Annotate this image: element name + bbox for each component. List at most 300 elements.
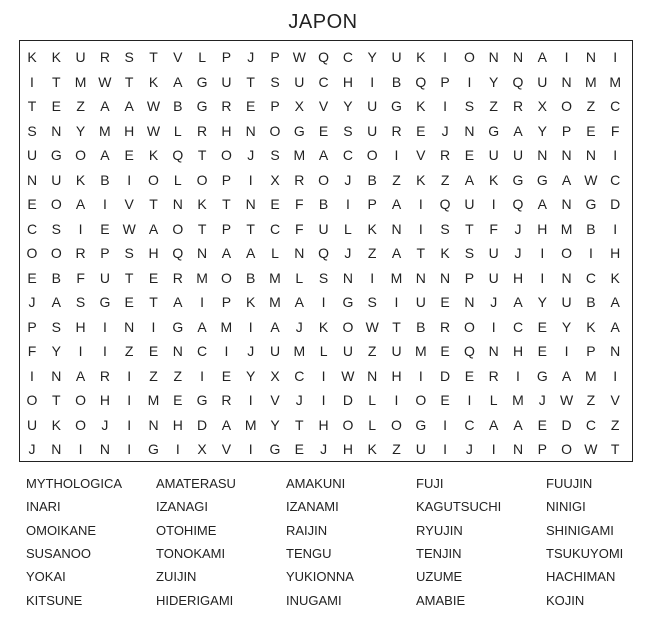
grid-letter[interactable]: J (295, 318, 303, 335)
grid-letter[interactable]: J (465, 441, 473, 457)
grid-letter[interactable]: V (173, 49, 183, 65)
grid-letter[interactable]: T (222, 196, 231, 212)
grid-letter[interactable]: U (488, 147, 499, 163)
grid-letter[interactable]: P (100, 245, 110, 261)
grid-letter[interactable]: I (516, 367, 520, 384)
grid-letter[interactable]: P (27, 318, 37, 335)
grid-letter[interactable]: A (75, 196, 86, 212)
grid-letter[interactable]: P (221, 294, 232, 310)
grid-letter[interactable]: J (247, 147, 255, 163)
grid-letter[interactable]: L (295, 269, 304, 286)
grid-letter[interactable]: A (124, 98, 134, 114)
grid-letter[interactable]: R (197, 122, 208, 139)
grid-letter[interactable]: E (537, 318, 547, 335)
grid-letter[interactable]: E (294, 441, 304, 457)
grid-letter[interactable]: R (488, 367, 499, 384)
grid-letter[interactable]: E (246, 98, 256, 114)
grid-letter[interactable]: T (52, 392, 61, 408)
grid-letter[interactable]: I (248, 318, 253, 335)
grid-letter[interactable]: I (370, 269, 375, 286)
grid-letter[interactable]: J (344, 171, 352, 188)
grid-letter[interactable]: K (489, 171, 499, 188)
grid-letter[interactable]: I (418, 196, 423, 212)
grid-letter[interactable]: J (538, 392, 546, 408)
grid-letter[interactable]: S (27, 122, 37, 139)
grid-letter[interactable]: G (415, 416, 427, 433)
grid-letter[interactable]: I (491, 318, 496, 335)
grid-letter[interactable]: I (200, 294, 205, 310)
grid-letter[interactable]: I (394, 147, 399, 163)
grid-letter[interactable]: H (124, 122, 135, 139)
grid-letter[interactable]: B (416, 318, 426, 335)
grid-letter[interactable]: M (220, 318, 233, 335)
grid-letter[interactable]: A (197, 318, 207, 335)
grid-letter[interactable]: I (370, 73, 375, 90)
grid-letter[interactable]: M (269, 294, 281, 310)
grid-letter[interactable]: A (246, 245, 256, 261)
grid-letter[interactable]: T (149, 196, 158, 212)
grid-letter[interactable]: F (76, 269, 85, 286)
grid-letter[interactable]: K (148, 147, 159, 163)
grid-letter[interactable]: A (391, 196, 402, 212)
grid-letter[interactable]: S (270, 73, 280, 90)
grid-letter[interactable]: M (585, 73, 597, 90)
grid-letter[interactable]: E (416, 122, 426, 139)
grid-letter[interactable]: J (320, 441, 328, 457)
grid-letter[interactable]: Q (172, 245, 184, 261)
grid-letter[interactable]: A (391, 245, 402, 261)
grid-letter[interactable]: O (391, 416, 402, 433)
grid-letter[interactable]: F (295, 196, 304, 212)
grid-letter[interactable]: L (173, 122, 182, 139)
grid-letter[interactable]: E (51, 98, 61, 114)
grid-letter[interactable]: H (75, 318, 86, 335)
grid-letter[interactable]: U (488, 269, 499, 286)
grid-letter[interactable]: I (540, 269, 545, 286)
grid-letter[interactable]: B (173, 98, 183, 114)
grid-letter[interactable]: B (246, 269, 256, 286)
grid-letter[interactable]: A (513, 294, 523, 310)
grid-letter[interactable]: Z (489, 98, 498, 114)
grid-letter[interactable]: N (464, 294, 475, 310)
grid-letter[interactable]: A (513, 416, 523, 433)
grid-letter[interactable]: N (415, 269, 426, 286)
grid-letter[interactable]: B (391, 73, 402, 90)
grid-letter[interactable]: O (561, 98, 573, 114)
grid-letter[interactable]: A (221, 245, 232, 261)
grid-letter[interactable]: E (124, 294, 134, 310)
grid-letter[interactable]: O (342, 318, 354, 335)
grid-letter[interactable]: A (270, 318, 280, 335)
grid-letter[interactable]: G (342, 294, 354, 310)
grid-letter[interactable]: A (173, 294, 183, 310)
grid-letter[interactable]: A (561, 367, 572, 384)
grid-letter[interactable]: T (52, 73, 61, 90)
grid-letter[interactable]: P (221, 220, 232, 237)
grid-letter[interactable]: M (560, 220, 573, 237)
grid-letter[interactable]: O (463, 49, 475, 65)
grid-letter[interactable]: N (512, 49, 524, 65)
grid-letter[interactable]: I (78, 441, 83, 457)
grid-letter[interactable]: C (197, 343, 208, 359)
grid-letter[interactable]: N (440, 269, 451, 286)
grid-letter[interactable]: F (610, 122, 620, 139)
grid-letter[interactable]: O (148, 171, 159, 188)
grid-letter[interactable]: S (124, 49, 134, 65)
grid-letter[interactable]: C (585, 269, 596, 286)
grid-letter[interactable]: Z (392, 441, 401, 457)
grid-letter[interactable]: P (221, 49, 232, 65)
grid-letter[interactable]: A (294, 294, 304, 310)
grid-letter[interactable]: O (50, 196, 62, 212)
grid-letter[interactable]: H (172, 416, 183, 433)
grid-letter[interactable]: O (342, 416, 354, 433)
grid-letter[interactable]: G (512, 171, 524, 188)
grid-letter[interactable]: T (124, 269, 134, 286)
grid-letter[interactable]: C (512, 318, 524, 335)
grid-letter[interactable]: I (564, 343, 569, 359)
grid-letter[interactable]: E (100, 220, 110, 237)
grid-letter[interactable]: K (416, 49, 426, 65)
grid-letter[interactable]: H (512, 269, 524, 286)
grid-letter[interactable]: X (270, 367, 280, 384)
grid-letter[interactable]: J (344, 245, 352, 261)
grid-letter[interactable]: E (464, 367, 475, 384)
grid-letter[interactable]: E (440, 294, 450, 310)
grid-letter[interactable]: K (586, 318, 596, 335)
grid-letter[interactable]: N (464, 122, 475, 139)
grid-letter[interactable]: O (366, 147, 378, 163)
grid-letter[interactable]: G (269, 441, 281, 457)
grid-letter[interactable]: V (610, 392, 620, 408)
grid-letter[interactable]: I (127, 392, 132, 408)
grid-letter[interactable]: Y (343, 98, 353, 114)
grid-letter[interactable]: W (584, 171, 598, 188)
grid-letter[interactable]: M (244, 416, 257, 433)
grid-letter[interactable]: I (151, 318, 156, 335)
grid-letter[interactable]: M (196, 269, 208, 286)
grid-letter[interactable]: I (588, 245, 593, 261)
grid-letter[interactable]: N (537, 147, 548, 163)
grid-letter[interactable]: Y (246, 367, 256, 384)
grid-letter[interactable]: I (30, 73, 34, 90)
grid-letter[interactable]: I (613, 147, 618, 163)
grid-letter[interactable]: A (100, 98, 110, 114)
grid-letter[interactable]: A (610, 318, 620, 335)
grid-letter[interactable]: X (537, 98, 547, 114)
grid-letter[interactable]: O (463, 318, 475, 335)
grid-letter[interactable]: K (416, 98, 426, 114)
grid-letter[interactable]: I (345, 196, 350, 212)
grid-letter[interactable]: F (489, 220, 498, 237)
grid-letter[interactable]: R (75, 245, 86, 261)
grid-letter[interactable]: N (561, 147, 572, 163)
grid-letter[interactable]: I (321, 392, 326, 408)
grid-letter[interactable]: J (490, 294, 498, 310)
grid-letter[interactable]: R (221, 98, 232, 114)
grid-letter[interactable]: C (342, 49, 353, 65)
grid-letter[interactable]: E (440, 343, 450, 359)
grid-letter[interactable]: N (26, 171, 38, 188)
grid-letter[interactable]: W (584, 441, 598, 457)
grid-letter[interactable]: A (100, 147, 110, 163)
grid-letter[interactable]: V (221, 441, 232, 457)
grid-letter[interactable]: I (127, 441, 132, 457)
grid-letter[interactable]: C (464, 416, 475, 433)
grid-letter[interactable]: S (440, 220, 450, 237)
grid-letter[interactable]: N (610, 343, 621, 359)
grid-letter[interactable]: K (440, 245, 450, 261)
grid-letter[interactable]: N (124, 318, 135, 335)
grid-letter[interactable]: N (197, 245, 208, 261)
grid-letter[interactable]: S (464, 245, 475, 261)
grid-letter[interactable]: M (293, 343, 306, 359)
grid-letter[interactable]: E (27, 196, 37, 212)
grid-letter[interactable]: K (318, 318, 329, 335)
grid-letter[interactable]: I (540, 245, 545, 261)
grid-letter[interactable]: N (245, 122, 256, 139)
grid-letter[interactable]: Z (392, 171, 401, 188)
grid-letter[interactable]: V (416, 147, 426, 163)
grid-letter[interactable]: T (246, 220, 255, 237)
grid-letter[interactable]: G (196, 392, 208, 408)
grid-letter[interactable]: L (271, 245, 279, 261)
grid-letter[interactable]: N (585, 147, 596, 163)
grid-letter[interactable]: Y (367, 49, 377, 65)
grid-letter[interactable]: U (415, 294, 426, 310)
grid-letter[interactable]: Q (172, 147, 184, 163)
grid-letter[interactable]: P (586, 343, 596, 359)
grid-letter[interactable]: W (365, 318, 379, 335)
grid-letter[interactable]: E (173, 392, 183, 408)
grid-letter[interactable]: U (367, 98, 378, 114)
grid-letter[interactable]: I (200, 367, 205, 384)
grid-letter[interactable]: R (99, 367, 110, 384)
grid-letter[interactable]: Z (440, 171, 450, 188)
grid-letter[interactable]: A (610, 294, 620, 310)
grid-letter[interactable]: S (124, 245, 134, 261)
grid-letter[interactable]: V (318, 98, 329, 114)
grid-letter[interactable]: U (391, 49, 402, 65)
grid-letter[interactable]: K (148, 73, 159, 90)
grid-letter[interactable]: H (537, 220, 548, 237)
grid-letter[interactable]: I (78, 343, 83, 359)
grid-letter[interactable]: M (99, 122, 111, 139)
grid-letter[interactable]: H (610, 245, 621, 261)
grid-letter[interactable]: O (50, 245, 62, 261)
grid-letter[interactable]: N (585, 49, 596, 65)
grid-letter[interactable]: L (368, 392, 377, 408)
grid-letter[interactable]: I (224, 343, 229, 359)
grid-letter[interactable]: A (537, 196, 547, 212)
grid-letter[interactable]: V (124, 196, 134, 212)
grid-letter[interactable]: R (172, 269, 183, 286)
grid-letter[interactable]: J (247, 343, 255, 359)
grid-letter[interactable]: B (318, 196, 329, 212)
grid-letter[interactable]: W (122, 220, 136, 237)
grid-letter[interactable]: O (26, 245, 38, 261)
grid-letter[interactable]: G (536, 367, 548, 384)
grid-letter[interactable]: A (464, 171, 475, 188)
grid-letter[interactable]: U (51, 171, 62, 188)
grid-letter[interactable]: P (270, 98, 280, 114)
grid-letter[interactable]: E (440, 392, 450, 408)
grid-letter[interactable]: G (172, 318, 184, 335)
grid-letter[interactable]: I (394, 392, 399, 408)
grid-letter[interactable]: A (561, 171, 572, 188)
grid-letter[interactable]: N (391, 220, 402, 237)
grid-letter[interactable]: B (51, 269, 61, 286)
grid-letter[interactable]: I (102, 196, 107, 212)
grid-letter[interactable]: P (440, 73, 450, 90)
grid-letter[interactable]: S (51, 318, 61, 335)
grid-letter[interactable]: P (537, 441, 547, 457)
grid-letter[interactable]: S (367, 294, 377, 310)
grid-letter[interactable]: Z (124, 343, 134, 359)
grid-letter[interactable]: G (585, 196, 597, 212)
grid-letter[interactable]: T (197, 220, 207, 237)
grid-letter[interactable]: J (295, 392, 303, 408)
grid-letter[interactable]: V (270, 392, 280, 408)
grid-letter[interactable]: S (464, 98, 475, 114)
grid-letter[interactable]: K (51, 49, 61, 65)
grid-letter[interactable]: I (248, 441, 253, 457)
grid-letter[interactable]: I (102, 343, 107, 359)
grid-letter[interactable]: O (196, 171, 208, 188)
grid-letter[interactable]: E (124, 147, 134, 163)
grid-letter[interactable]: D (197, 416, 208, 433)
grid-letter[interactable]: Z (76, 98, 85, 114)
grid-letter[interactable]: D (440, 367, 451, 384)
grid-letter[interactable]: T (197, 147, 207, 163)
grid-letter[interactable]: B (100, 171, 110, 188)
grid-letter[interactable]: L (319, 343, 328, 359)
grid-letter[interactable]: U (342, 343, 353, 359)
grid-letter[interactable]: U (75, 49, 86, 65)
grid-letter[interactable]: N (561, 269, 572, 286)
grid-letter[interactable]: T (149, 294, 158, 310)
grid-letter[interactable]: E (148, 269, 159, 286)
grid-letter[interactable]: Y (75, 122, 86, 139)
grid-letter[interactable]: L (368, 416, 377, 433)
grid-letter[interactable]: Y (561, 318, 572, 335)
grid-letter[interactable]: N (148, 416, 159, 433)
grid-letter[interactable]: I (248, 171, 253, 188)
grid-letter[interactable]: T (416, 245, 426, 261)
grid-letter[interactable]: I (491, 441, 496, 457)
grid-letter[interactable]: A (537, 49, 547, 65)
grid-letter[interactable]: H (99, 392, 110, 408)
grid-letter[interactable]: I (175, 441, 180, 457)
grid-letter[interactable]: M (74, 73, 87, 90)
grid-letter[interactable]: Q (318, 245, 330, 261)
grid-letter[interactable]: Q (512, 73, 524, 90)
grid-letter[interactable]: G (99, 294, 111, 310)
grid-letter[interactable]: L (343, 220, 352, 237)
grid-letter[interactable]: G (148, 441, 159, 457)
grid-letter[interactable]: W (341, 367, 355, 384)
grid-letter[interactable]: W (146, 98, 161, 114)
grid-letter[interactable]: E (464, 147, 475, 163)
grid-letter[interactable]: Q (512, 196, 524, 212)
grid-letter[interactable]: N (172, 343, 183, 359)
grid-letter[interactable]: F (27, 343, 37, 359)
grid-letter[interactable]: J (514, 245, 522, 261)
grid-letter[interactable]: E (537, 416, 547, 433)
grid-letter[interactable]: J (514, 220, 522, 237)
grid-letter[interactable]: O (75, 416, 87, 433)
grid-letter[interactable]: Z (610, 416, 620, 433)
grid-letter[interactable]: T (149, 49, 158, 65)
grid-letter[interactable]: Z (173, 367, 183, 384)
grid-letter[interactable]: Q (415, 73, 427, 90)
grid-letter[interactable]: R (440, 147, 451, 163)
grid-letter[interactable]: K (610, 269, 620, 286)
grid-letter[interactable]: I (102, 318, 107, 335)
grid-letter[interactable]: E (586, 122, 596, 139)
grid-letter[interactable]: W (98, 73, 112, 90)
grid-letter[interactable]: K (75, 171, 86, 188)
grid-letter[interactable]: T (610, 441, 620, 457)
grid-letter[interactable]: D (610, 196, 621, 212)
grid-letter[interactable]: F (295, 220, 304, 237)
grid-letter[interactable]: X (294, 98, 304, 114)
grid-letter[interactable]: U (221, 73, 232, 90)
grid-letter[interactable]: H (342, 441, 353, 457)
grid-letter[interactable]: A (148, 220, 159, 237)
grid-letter[interactable]: E (221, 367, 232, 384)
grid-letter[interactable]: M (585, 367, 597, 384)
grid-letter[interactable]: N (367, 367, 378, 384)
grid-letter[interactable]: O (561, 441, 573, 457)
grid-letter[interactable]: T (295, 416, 304, 433)
grid-letter[interactable]: U (26, 147, 38, 163)
grid-letter[interactable]: H (318, 416, 329, 433)
grid-letter[interactable]: I (418, 367, 423, 384)
grid-letter[interactable]: I (127, 416, 132, 433)
grid-letter[interactable]: A (51, 294, 61, 310)
grid-letter[interactable]: N (99, 441, 110, 457)
grid-letter[interactable]: I (491, 196, 496, 212)
grid-letter[interactable]: T (124, 73, 134, 90)
grid-letter[interactable]: N (561, 196, 572, 212)
grid-letter[interactable]: A (221, 416, 232, 433)
grid-letter[interactable]: R (221, 392, 232, 408)
grid-letter[interactable]: I (613, 367, 618, 384)
grid-letter[interactable]: U (269, 343, 281, 359)
grid-letter[interactable]: U (488, 245, 499, 261)
grid-letter[interactable]: S (270, 147, 280, 163)
grid-letter[interactable]: X (197, 441, 207, 457)
grid-letter[interactable]: N (488, 49, 499, 65)
grid-letter[interactable]: S (343, 122, 353, 139)
grid-letter[interactable]: N (51, 367, 62, 384)
grid-letter[interactable]: H (342, 73, 353, 90)
grid-letter[interactable]: D (342, 392, 353, 408)
grid-letter[interactable]: L (173, 171, 182, 188)
grid-letter[interactable]: R (512, 98, 524, 114)
grid-letter[interactable]: I (443, 98, 448, 114)
grid-letter[interactable]: W (292, 49, 306, 65)
grid-letter[interactable]: X (270, 171, 280, 188)
grid-letter[interactable]: U (26, 416, 38, 433)
grid-letter[interactable]: Z (149, 367, 158, 384)
grid-letter[interactable]: A (75, 367, 86, 384)
grid-letter[interactable]: E (537, 343, 547, 359)
grid-letter[interactable]: J (101, 416, 109, 433)
grid-letter[interactable]: T (392, 318, 401, 335)
grid-letter[interactable]: M (147, 392, 160, 408)
